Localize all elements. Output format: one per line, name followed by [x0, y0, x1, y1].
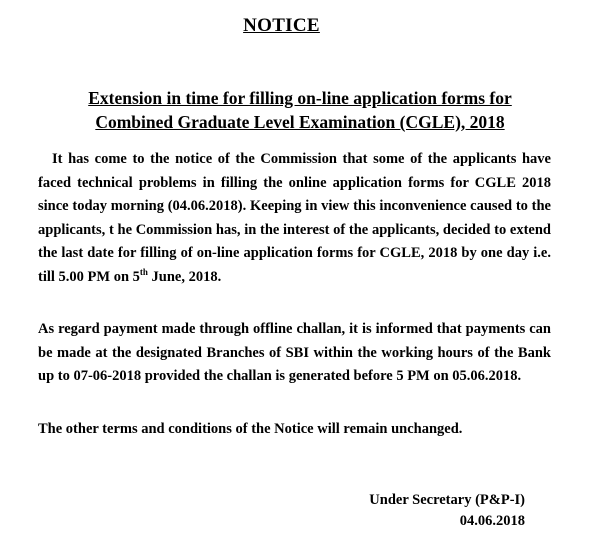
- signature-designation: Under Secretary (P&P-I): [369, 492, 525, 508]
- date-ordinal-suffix: th: [139, 266, 148, 277]
- paragraph-terms: The other terms and conditions of the Notice will remain unchanged.: [38, 421, 463, 437]
- signature-block: [320, 490, 525, 532]
- subject-line-2: Combined Graduate Level Examination (CGLE), 2018: [95, 112, 505, 132]
- paragraph-extension-text: It has come to the notice of the Commission that some of the applicants have faced technical problems in filling the online application forms for CGLE 2018 since today morning (04.06.2018). Keeping in view this inconvenience caused to the applicants, t he Commission has, in the interest of the applicants, decided to extend the last date for filling of on-line application forms for CGLE, 2018 by one day i.e. till 5.00 PM on 5: [38, 151, 551, 285]
- paragraph-extension-end: June, 2018.: [147, 268, 222, 285]
- paragraph-payment: As regard payment made through offline challan, it is informed that payments can be made at the designated Branches of SBI within the working hours of the Bank up to 07-06-2018 provided the challan is generated before 5 PM on 05.06.2018.: [38, 321, 551, 384]
- paragraph-extension: [38, 148, 551, 289]
- signature-date: 04.06.2018: [459, 513, 525, 529]
- notice-heading: NOTICE: [243, 15, 320, 36]
- subject-line-1: Extension in time for filling on-line application forms for: [88, 88, 512, 108]
- notice-subject: [40, 86, 560, 134]
